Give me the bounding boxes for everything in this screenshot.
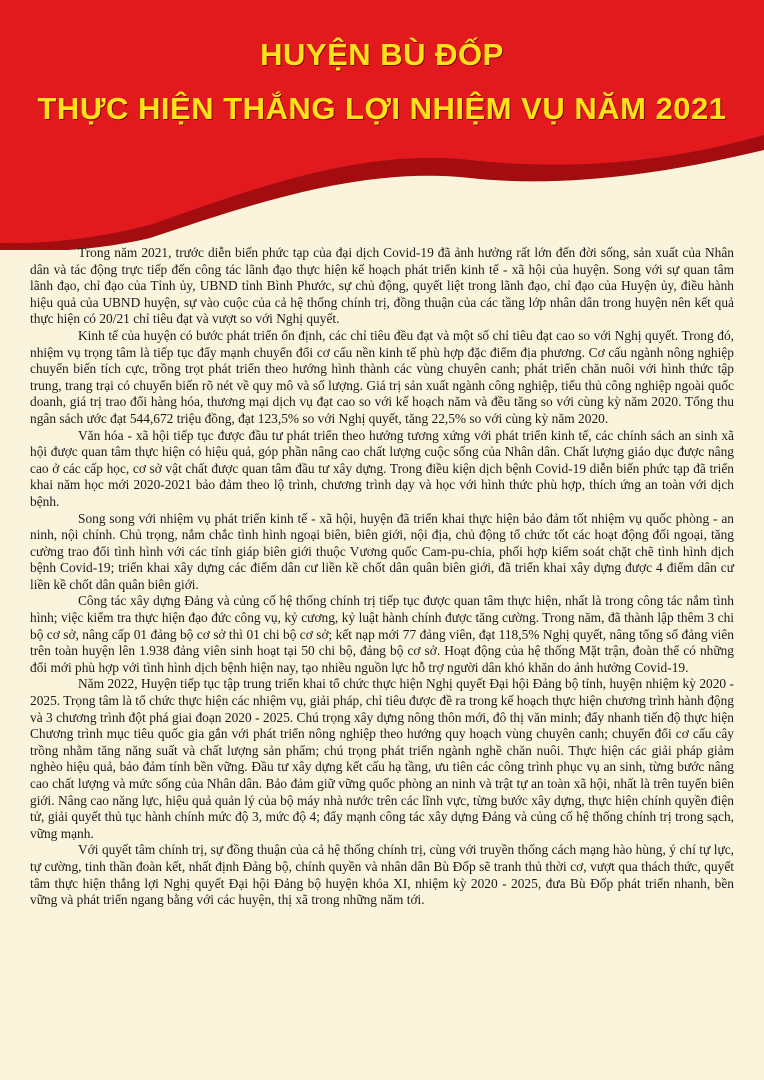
paragraph-party-building: Công tác xây dựng Đảng và củng cố hệ thống chính trị tiếp tục được quan tâm thực hiện, nhất là trong công tác nắm tình hình; việc kiểm tra thực hiện đạo đức công vụ, kỷ cương, kỷ luật hành chính được tăng cường. Trong năm, đã thành lập thêm 3 chi bộ cơ sở, nâng cấp 01 đảng bộ cơ sở thì 01 chi bộ cơ sở; kết nạp mới 77 đảng viên, đạt 118,5% Nghị quyết, nâng tổng số đảng viên trên toàn huyện lên 1.938 đảng viên sinh hoạt tại 50 chi bộ, đảng bộ cơ sở. Hoạt động của hệ thống Mặt trận, đoàn thể có những đổi mới phù hợp với tình hình dịch bệnh hiện nay, tạo nhiều nguồn lực hỗ trợ người dân khó khăn do ảnh hưởng Covid-19. (30, 593, 734, 675)
paragraph-intro: Trong năm 2021, trước diễn biến phức tạp của đại dịch Covid-19 đã ảnh hưởng rất lớn đến đời sống, sản xuất của Nhân dân và tác động trực tiếp đến công tác lãnh đạo thực hiện kế hoạch phát triển kinh tế - xã hội của huyện. Song với sự quan tâm lãnh đạo, chỉ đạo của Tỉnh ủy, UBND tỉnh Bình Phước, sự chủ động, quyết liệt trong lãnh đạo, chỉ đạo của Huyện ủy, điều hành hiệu quả của UBND huyện, sự vào cuộc của cả hệ thống chính trị, đồng thuận của các tầng lớp nhân dân trong huyện nên kết quả thực hiện có 20/21 chỉ tiêu đạt và vượt so với Nghị quyết. (30, 245, 734, 327)
title-line-1: HUYỆN BÙ ĐỐP (260, 37, 504, 72)
article-body (30, 245, 734, 909)
paragraph-culture-society: Văn hóa - xã hội tiếp tục được đầu tư phát triển theo hướng tương xứng với phát triển kinh tế, các chính sách an sinh xã hội được quan tâm thực hiện có hiệu quả, góp phần nâng cao chất lượng cuộc sống của Nhân dân. Chất lượng giáo dục được nâng cao ở các cấp học, cơ sở vật chất được quan tâm đầu tư xây dựng. Trong điều kiện dịch bệnh Covid-19 diễn biến phức tạp đã triển khai năm học mới 2020-2021 bảo đảm theo lộ trình, chương trình dạy và học với hình thức phù hợp, thích ứng an toàn với dịch bệnh. (30, 427, 734, 509)
page-title (0, 28, 764, 136)
paragraph-plan-2022: Năm 2022, Huyện tiếp tục tập trung triển khai tổ chức thực hiện Nghị quyết Đại hội Đảng bộ tỉnh, huyện nhiệm kỳ 2020 - 2025. Trọng tâm là tổ chức thực hiện các nhiệm vụ, giải pháp, chỉ tiêu được đề ra trong kế hoạch thực hiện chương trình hành động và 3 chương trình đột phá giai đoạn 2020 - 2025. Chú trọng xây dựng nông thôn mới, đô thị văn minh; đẩy nhanh tiến độ thực hiện Chương trình mục tiêu quốc gia gắn với phát triển nông nghiệp theo hướng quy hoạch vùng chuyên canh; chuyển đổi cơ cấu cây trồng nhằm tăng năng suất và chất lượng sản phẩm; chú trọng phát triển ngành nghề chăn nuôi. Thực hiện các giải pháp giảm nghèo hiệu quả, bảo đảm tính bền vững. Đầu tư xây dựng kết cấu hạ tầng, ưu tiên các công trình phục vụ an sinh, từng bước nâng cao chất lượng và mức sống của Nhân dân. Bảo đảm giữ vững quốc phòng an ninh và trật tự an toàn xã hội, nhất là trên tuyến biên giới. Nâng cao năng lực, hiệu quả quản lý của bộ máy nhà nước trên các lĩnh vực, từng bước xây dựng, thực hiện chính quyền điện tử, giải quyết thủ tục hành chính mức độ 3, mức độ 4; đẩy mạnh công tác xây dựng Đảng và củng cố hệ thống chính trị trong sạch, vững mạnh. (30, 676, 734, 841)
paragraph-defense-security: Song song với nhiệm vụ phát triển kinh tế - xã hội, huyện đã triển khai thực hiện bảo đảm tốt nhiệm vụ quốc phòng - an ninh, nội chính. Chủ trọng, nắm chắc tình hình ngoại biên, biên giới, nội địa, chủ động tổ chức tốt các hoạt động đối ngoại, tăng cường trao đổi tình hình với các tỉnh giáp biên giới thuộc Vương quốc Cam-pu-chia, phối hợp kiểm soát chặt chẽ tình hình dịch bệnh Covid-19; triển khai xây dựng các điểm dân cư liền kề chốt dân quân biên giới, đã triển khai xây dựng được 4 điểm dân cư liền kề chốt dân quân biên giới. (30, 510, 734, 592)
paragraph-economy: Kinh tế của huyện có bước phát triển ổn định, các chỉ tiêu đều đạt và một số chỉ tiêu đạt cao so với Nghị quyết. Trong đó, nhiệm vụ trọng tâm là tiếp tục đẩy mạnh chuyển đổi cơ cấu nền kinh tế phù hợp đặc điểm địa phương. Cơ cấu ngành nông nghiệp chuyển biến tích cực, trồng trọt phát triển theo hướng hình thành các vùng chuyên canh; phát triển chăn nuôi với hình thức tập trung, trang trại có chuyển biến rõ nét về quy mô và số lượng. Giá trị sản xuất ngành công nghiệp, tiểu thủ công nghiệp ngoài quốc doanh, giá trị trao đổi hàng hóa, thương mại dịch vụ đạt cao so với kế hoạch năm và đều tăng so với cùng kỳ năm 2020. Tổng thu ngân sách ước đạt 544,672 triệu đồng, đạt 123,5% so với Nghị quyết, tăng 22,5% so với cùng kỳ năm 2020. (30, 327, 734, 426)
header-banner (0, 0, 764, 250)
paragraph-conclusion: Với quyết tâm chính trị, sự đồng thuận của cả hệ thống chính trị, cùng với truyền thống cách mạng hào hùng, ý chí tự lực, tự cường, tinh thần đoàn kết, nhất định Đảng bộ, chính quyền và nhân dân Bù Đốp sẽ tranh thủ thời cơ, vượt qua thách thức, quyết tâm thực hiện thắng lợi Nghị quyết Đại hội Đảng bộ huyện khóa XI, nhiệm kỳ 2020 - 2025, đưa Bù Đốp phát triển nhanh, bền vững và phát triển ngang bằng với các huyện, thị xã trong những năm tới. (30, 842, 734, 908)
title-line-2: THỰC HIỆN THẮNG LỢI NHIỆM VỤ NĂM 2021 (37, 91, 727, 126)
